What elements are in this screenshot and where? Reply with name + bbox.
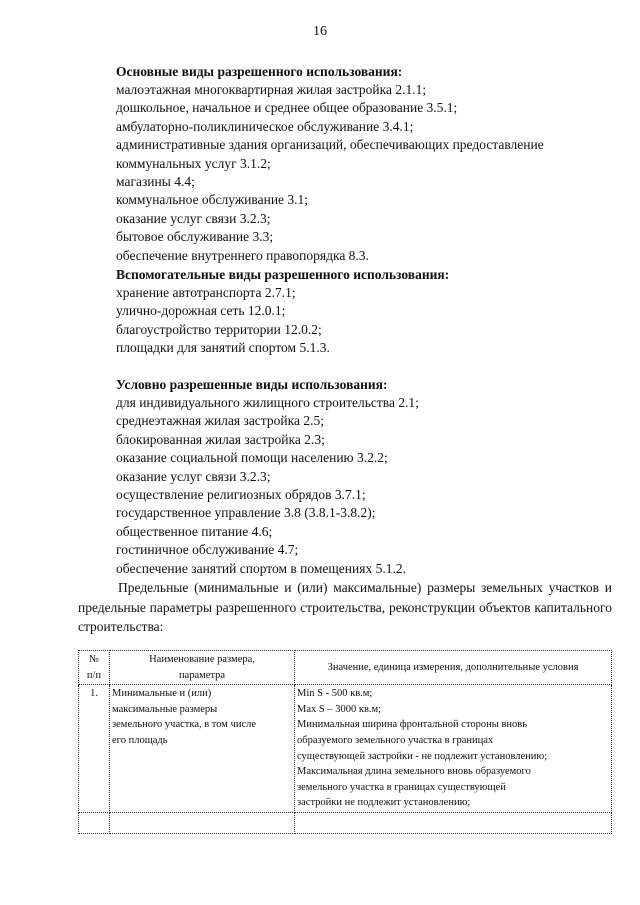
list-item: магазины 4.4; (116, 174, 195, 190)
header-number: № п/п (79, 651, 110, 685)
list-item: дошкольное, начальное и среднее общее образование 3.5.1; (116, 100, 458, 116)
intro-paragraph: Предельные (минимальные и (или) максимальные) размеры земельных участков и предельные параметры разрешенного строительства, реконструкции объектов капитального строительства: (78, 580, 612, 634)
list-item: обеспечение внутреннего правопорядка 8.3. (116, 247, 369, 263)
table-spacer-row (79, 812, 612, 833)
table-header-row (79, 651, 612, 685)
conditional-uses-section (116, 376, 616, 578)
page-number: 16 (313, 24, 327, 39)
section-title: Основные виды разрешенного использования: (116, 64, 403, 79)
list-item: хранение автотранспорта 2.7.1; (116, 285, 296, 300)
list-item: оказание услуг связи 3.2.3; (116, 210, 271, 226)
section-title: Вспомогательные виды разрешенного использования: (116, 267, 450, 282)
list-item: оказание услуг связи 3.2.3; (116, 468, 271, 484)
header-name: Наименование размера, параметра (110, 651, 295, 685)
list-item: административные здания организаций, обеспечивающих предоставление (116, 137, 544, 153)
main-uses-section (116, 63, 616, 265)
list-item: общественное питание 4.6; (116, 523, 273, 539)
list-item: бытовое обслуживание 3.3; (116, 229, 274, 245)
list-item: оказание социальной помощи населению 3.2.2; (116, 450, 388, 466)
list-item: коммунальное обслуживание 3.1; (116, 192, 309, 208)
list-item: площадки для занятий спортом 5.1.3. (116, 340, 330, 356)
row-name: Минимальные и (или) максимальные размеры земельного участка, в том числе его площадь (110, 685, 295, 813)
row-value: Min S - 500 кв.м; Max S – 3000 кв.м; Минимальная ширина фронтальной стороны вновь образуемого земельного участка в границах существующей застройки - не подлежит установлению; Максимальная длина земельного вновь образуемого земельного участка в границах существующей застройки не подлежит установлению; (295, 685, 612, 813)
list-item: коммунальных услуг 3.1.2; (116, 155, 271, 171)
list-item: для индивидуального жилищного строительства 2.1; (116, 395, 419, 410)
table-row (79, 685, 612, 813)
list-item: малоэтажная многоквартирная жилая застройка 2.1.1; (116, 82, 427, 97)
list-item: обеспечение занятий спортом в помещениях 5.1.2. (116, 560, 406, 576)
list-item: благоустройство территории 12.0.2; (116, 321, 322, 337)
list-item: блокированная жилая застройка 2.3; (116, 431, 325, 447)
parameters-table (78, 650, 612, 834)
header-value: Значение, единица измерения, дополнительные условия (295, 651, 612, 685)
auxiliary-uses-section (116, 266, 616, 358)
row-number: 1. (79, 685, 110, 813)
list-item: улично-дорожная сеть 12.0.1; (116, 303, 286, 319)
list-item: амбулаторно-поликлиническое обслуживание 3.4.1; (116, 118, 414, 134)
list-item: государственное управление 3.8 (3.8.1-3.8.2); (116, 505, 376, 521)
list-item: осуществление религиозных обрядов 3.7.1; (116, 487, 366, 503)
list-item: гостиничное обслуживание 4.7; (116, 542, 299, 558)
section-title: Условно разрешенные виды использования: (116, 377, 388, 392)
list-item: среднеэтажная жилая застройка 2.5; (116, 413, 324, 429)
